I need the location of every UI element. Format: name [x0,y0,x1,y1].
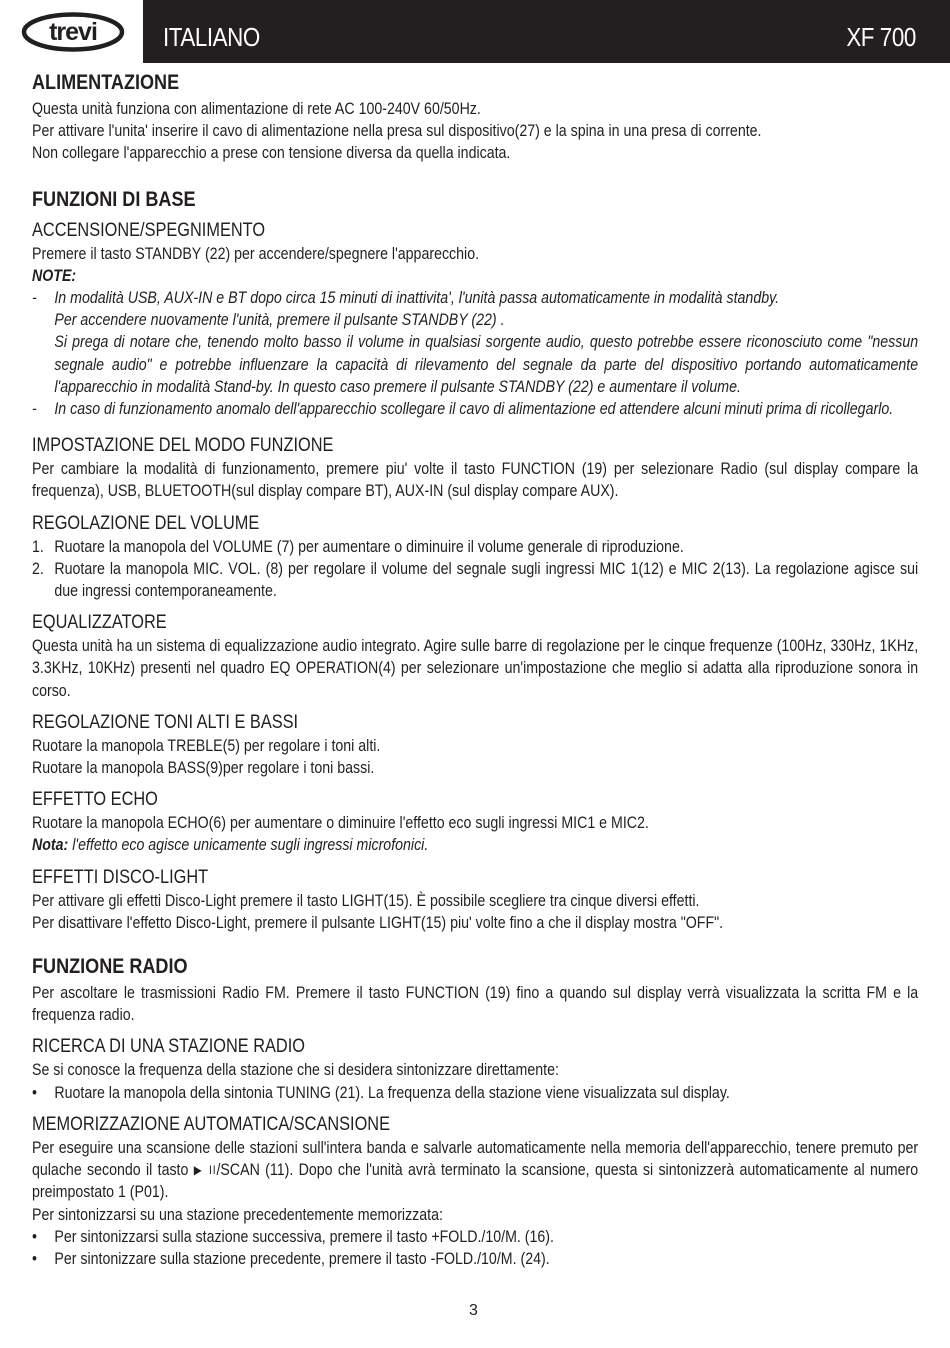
volume-item-2 [32,558,918,602]
volume-item-1 [32,536,918,558]
list-number: 2. [32,559,44,578]
echo-text: Ruotare la manopola ECHO(6) per aumentare o diminuire l'effetto eco sugli ingressi MIC1 e MIC2. [32,814,649,833]
echo-note [32,834,918,856]
echo-note-label: Nota: [32,836,69,855]
subsection-title-modo: IMPOSTAZIONE DEL MODO FUNZIONE [32,435,334,457]
note-1-line-2: Per accendere nuovamente l'unità, premere il pulsante STANDBY (22) . [54,311,505,330]
note-label: NOTE: [32,266,77,285]
subsection-title-eq: EQUALIZZATORE [32,612,167,634]
subsection-title-disco: EFFETTI DISCO-LIGHT [32,866,209,888]
disco-line-1: Per attivare gli effetti Disco-Light premere il tasto LIGHT(15). È possibile scegliere tra cinque diversi effetti. [32,891,700,910]
accensione-text: Premere il tasto STANDBY (22) per accendere/spegnere l'apparecchio. [32,244,480,263]
radio-intro: Per ascoltare le trasmissioni Radio FM. Premere il tasto FUNCTION (19) fino a quando sul display verrà visualizzata la scritta FM e la frequenza radio. [32,984,919,1025]
volume-item-1-text: Ruotare la manopola del VOLUME (7) per aumentare o diminuire il volume generale di riproduzione. [54,537,684,556]
note-item-1 [32,287,918,398]
note-marker: - [32,289,37,308]
document-body [32,68,918,1270]
memo-item-1-text: Per sintonizzarsi sulla stazione successiva, premere il tasto +FOLD./10/M. (16). [54,1227,554,1246]
memo-text-before: Per eseguire una scansione delle stazioni sull'intera banda e salvarle automaticamente nella memoria dell'apparecchio, tenere premuto per qulache secondo il tasto [32,1138,919,1180]
bullet: • [32,1227,37,1246]
brand-logo [0,0,143,63]
bullet: • [32,1083,37,1102]
subsection-title-echo: EFFETTO ECHO [32,789,158,811]
ricerca-item-text: Ruotare la manopola della sintonia TUNING (21). La frequenza della stazione viene visualizzata sul display. [54,1083,730,1102]
model-label: XF 700 [846,22,916,52]
disco-line-2: Per disattivare l'effetto Disco-Light, premere il pulsante LIGHT(15) piu' volte fino a che il display mostra "OFF". [32,913,724,932]
section-title-alimentazione: ALIMENTAZIONE [32,71,180,94]
ricerca-text: Se si conosce la frequenza della stazione che si desidera sintonizzare direttamente: [32,1061,559,1080]
memo-item-1 [32,1226,918,1248]
subsection-title-memo: MEMORIZZAZIONE AUTOMATICA/SCANSIONE [32,1113,391,1135]
note-item-2 [32,398,918,420]
note-1-line-1: In modalità USB, AUX-IN e BT dopo circa 15 minuti di inattivita', l'unità passa automaticamente in modalità standby. [54,289,780,308]
note-marker: - [32,400,37,419]
eq-text: Questa unità ha un sistema di equalizzazione audio integrato. Agire sulle barre di regolazione per le cinque frequenze (100Hz, 330Hz, 1KHz, 3.3KHz, 10KHz) presenti nel quadro EQ OPERATION(4) per selezionare un'impostazione che meglio si adatta alla riproduzione sonora in corso. [32,637,919,700]
alimentazione-line-2: Per attivare l'unita' inserire il cavo di alimentazione nella presa sul dispositivo(27) e la spina in una presa di corrente. [32,122,762,141]
memo-item-2-text: Per sintonizzare sulla stazione precedente, premere il tasto -FOLD./10/M. (24). [54,1249,550,1268]
section-title-radio: FUNZIONE RADIO [32,955,188,979]
memo-text-after: /SCAN (11). Dopo che l'unità avrà terminato la scansione, questa si sintonizzerà automaticamente al numero preimpostato 1 (P01). [32,1161,919,1202]
memo-text-2: Per sintonizzarsi su una stazione precedentemente memorizzata: [32,1205,443,1224]
section-title-funzioni: FUNZIONI DI BASE [32,187,196,211]
memo-text [32,1137,918,1204]
page-number: 3 [469,1302,478,1319]
toni-line-1: Ruotare la manopola TREBLE(5) per regolare i toni alti. [32,736,381,755]
play-pause-icon: ▶ II [193,1163,217,1178]
alimentazione-line-3: Non collegare l'apparecchio a prese con tensione diversa da quella indicata. [32,144,511,163]
subsection-title-accensione: ACCENSIONE/SPEGNIMENTO [32,219,266,241]
note-1-paragraph: Si prega di notare che, tenendo molto basso il volume in qualsiasi sorgente audio, questo potrebbe essere riconosciuto come "nessun segnale audio" e potrebbe influenzare la capacità di rilevamento del segnale da parte del dispositivo portando automaticamente l'apparecchio in modalità Stand-by. In questo caso premere il pulsante STANDBY (22) e aumentare il volume. [54,333,919,396]
alimentazione-line-1: Questa unità funziona con alimentazione di rete AC 100-240V 60/50Hz. [32,100,481,118]
echo-note-text: l'effetto eco agisce unicamente sugli ingressi microfonici. [68,836,429,855]
toni-line-2: Ruotare la manopola BASS(9)per regolare i toni bassi. [32,759,375,778]
list-number: 1. [32,537,44,556]
memo-item-2 [32,1248,918,1270]
language-label: ITALIANO [163,22,260,52]
volume-item-2-text: Ruotare la manopola MIC. VOL. (8) per regolare il volume del segnale sugli ingressi MIC 1(12) e MIC 2(13). La regolazione agisce sui due ingressi contemporaneamente. [54,559,919,601]
bullet: • [32,1249,37,1268]
modo-text: Per cambiare la modalità di funzionamento, premere piu' volte il tasto FUNCTION (19) per selezionare Radio (sul display compare la frequenza), USB, BLUETOOTH(sul display compare BT), AUX-IN (sul display compare AUX). [32,460,919,501]
subsection-title-ricerca: RICERCA DI UNA STAZIONE RADIO [32,1036,305,1058]
trevi-logo-icon [21,12,125,52]
subsection-title-toni: REGOLAZIONE TONI ALTI E BASSI [32,711,299,733]
subsection-title-volume: REGOLAZIONE DEL VOLUME [32,512,260,534]
page-header [0,0,950,63]
ricerca-item [32,1082,918,1104]
logo-wordmark: trevi [49,18,97,46]
note-2-text: In caso di funzionamento anomalo dell'apparecchio scollegare il cavo di alimentazione ed attendere alcuni minuti prima di ricollegarlo. [54,400,894,419]
